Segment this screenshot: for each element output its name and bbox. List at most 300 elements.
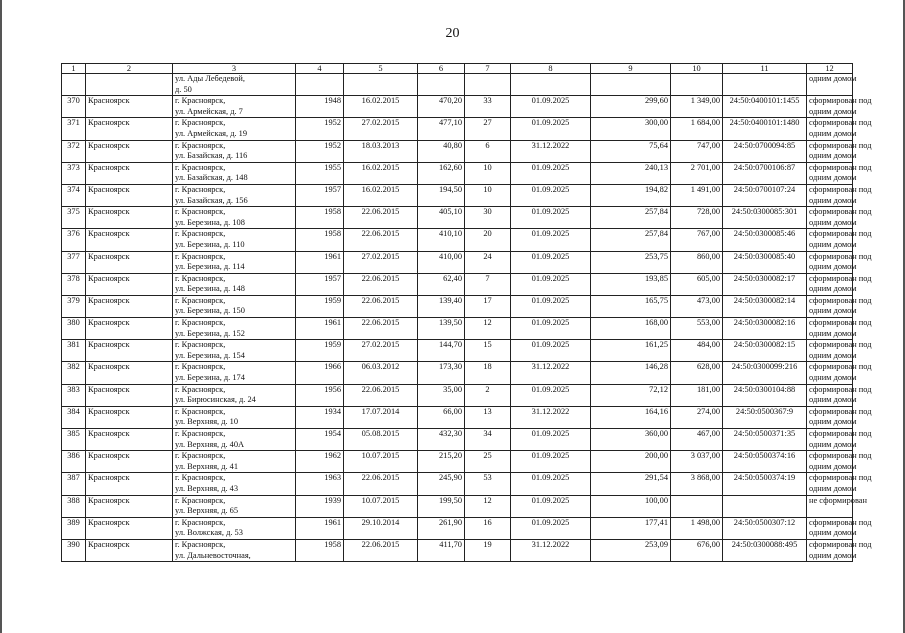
cell-text-line-1: Красноярск <box>88 340 130 350</box>
land-area-cell <box>671 451 723 473</box>
housing-register-table <box>61 63 872 562</box>
emergency-date-cell <box>344 384 418 406</box>
cell-text-line-1: Красноярск <box>88 406 130 416</box>
residents-count-cell <box>465 495 511 517</box>
cell-text-line-1: 747,00 <box>696 140 720 150</box>
cadastral-number-cell <box>723 273 807 295</box>
cell-text-line-2: одним домом <box>809 151 857 161</box>
land-status-cell <box>807 318 872 340</box>
resettlement-deadline-cell <box>511 429 591 451</box>
cell-text-line-1: 300,00 <box>644 118 668 128</box>
cell-text-line-1: 62,40 <box>443 273 462 283</box>
cell-text-line-1: 17 <box>483 295 492 305</box>
year-built-cell <box>296 495 344 517</box>
value-cell <box>591 229 671 251</box>
row-number-cell <box>62 74 86 96</box>
area-cell <box>418 539 465 561</box>
resettlement-deadline-cell <box>511 362 591 384</box>
emergency-date-cell <box>344 251 418 273</box>
locality-cell <box>86 384 173 406</box>
cell-text-line-1: 257,84 <box>644 229 668 239</box>
cell-text-line-1: сформирован под <box>809 362 872 372</box>
cell-text-line-1: 370 <box>67 96 80 106</box>
cell-text-line-1: 144,70 <box>438 340 462 350</box>
cell-text-line-1: г. Красноярск, <box>175 473 226 483</box>
cell-text-line-1: сформирован под <box>809 207 872 217</box>
cadastral-number-cell <box>723 473 807 495</box>
cell-text-line-1: 1 684,00 <box>690 118 720 128</box>
land-status-cell <box>807 140 872 162</box>
cell-text-line-1: 162,60 <box>438 162 462 172</box>
locality-cell <box>86 74 173 96</box>
table-row <box>62 74 853 96</box>
cell-text-line-1: 1963 <box>324 473 341 483</box>
cell-text-line-1: сформирован под <box>809 406 872 416</box>
land-area-cell <box>671 162 723 184</box>
area-cell <box>418 251 465 273</box>
table-row <box>62 473 853 495</box>
address-cell <box>173 473 296 495</box>
value-cell <box>591 539 671 561</box>
column-header: 3 <box>173 64 296 74</box>
cell-text-line-1: 382 <box>67 362 80 372</box>
cell-text-line-1: 2 701,00 <box>690 162 720 172</box>
cell-text-line-1: 1962 <box>324 451 341 461</box>
row-number-cell <box>62 118 86 140</box>
cell-text-line-1: 40,80 <box>443 140 462 150</box>
cell-text-line-2: одним домом <box>809 239 857 249</box>
cell-text-line-1: Красноярск <box>88 118 130 128</box>
resettlement-deadline-cell <box>511 451 591 473</box>
cell-text-line-1: 261,90 <box>438 517 462 527</box>
land-area-cell <box>671 184 723 206</box>
cell-text-line-1: 1934 <box>324 406 341 416</box>
residents-count-cell <box>465 273 511 295</box>
column-number-row <box>62 64 853 74</box>
column-header: 11 <box>723 64 807 74</box>
cell-text-line-1: 199,50 <box>438 495 462 505</box>
table-row <box>62 207 853 229</box>
value-cell <box>591 162 671 184</box>
cell-text-line-1: 31.12.2022 <box>531 140 570 150</box>
row-number-cell <box>62 229 86 251</box>
cell-text-line-2: одним домом <box>809 528 857 538</box>
cell-text-line-1: 1959 <box>324 340 341 350</box>
value-cell <box>591 362 671 384</box>
cell-text-line-1: 253,75 <box>644 251 668 261</box>
cell-text-line-1: 1955 <box>324 162 341 172</box>
cell-text-line-2: ул. Березина, д. 114 <box>175 262 245 272</box>
cell-text-line-1: одним домом <box>809 74 857 83</box>
cell-text-line-1: 3 037,00 <box>690 451 720 461</box>
cell-text-line-1: г. Красноярск, <box>175 273 226 283</box>
resettlement-deadline-cell <box>511 495 591 517</box>
value-cell <box>591 495 671 517</box>
land-status-cell <box>807 539 872 561</box>
land-status-cell <box>807 118 872 140</box>
cell-text-line-1: 22.06.2015 <box>361 318 400 328</box>
value-cell <box>591 451 671 473</box>
cell-text-line-1: 24:50:0300085:40 <box>733 251 796 261</box>
cell-text-line-1: 165,75 <box>644 295 668 305</box>
table-row <box>62 140 853 162</box>
cell-text-line-1: 24:50:0700107:24 <box>733 184 796 194</box>
residents-count-cell <box>465 96 511 118</box>
cell-text-line-1: 385 <box>67 429 80 438</box>
cell-text-line-1: сформирован под <box>809 162 872 172</box>
cell-text-line-1: Красноярск <box>88 96 130 106</box>
cell-text-line-1: 24:50:0300082:15 <box>733 340 796 350</box>
cell-text-line-1: 371 <box>67 118 80 128</box>
column-header: 2 <box>86 64 173 74</box>
residents-count-cell <box>465 118 511 140</box>
cell-text-line-2: ул. Березина, д. 148 <box>175 284 245 294</box>
cell-text-line-1: 33 <box>483 96 492 106</box>
cadastral-number-cell <box>723 451 807 473</box>
land-area-cell <box>671 295 723 317</box>
column-header: 8 <box>511 64 591 74</box>
table-row <box>62 229 853 251</box>
page-number: 20 <box>445 26 460 41</box>
address-cell <box>173 429 296 451</box>
cell-text-line-1: г. Красноярск, <box>175 451 226 461</box>
column-header: 6 <box>418 64 465 74</box>
cell-text-line-1: сформирован под <box>809 273 872 283</box>
residents-count-cell <box>465 429 511 451</box>
area-cell <box>418 295 465 317</box>
cell-text-line-2: ул. Волжская, д. 53 <box>175 528 243 538</box>
cell-text-line-1: сформирован под <box>809 451 872 461</box>
table-row <box>62 384 853 406</box>
cell-text-line-1: г. Красноярск, <box>175 539 226 549</box>
cell-text-line-1: 1 491,00 <box>690 184 720 194</box>
locality-cell <box>86 118 173 140</box>
value-cell <box>591 473 671 495</box>
resettlement-deadline-cell <box>511 273 591 295</box>
cell-text-line-1: 376 <box>67 229 80 239</box>
land-status-cell <box>807 384 872 406</box>
address-cell <box>173 539 296 561</box>
cell-text-line-1: 473,00 <box>696 295 720 305</box>
cell-text-line-1: 01.09.2025 <box>531 162 570 172</box>
cell-text-line-1: Красноярск <box>88 473 130 483</box>
resettlement-deadline-cell <box>511 539 591 561</box>
emergency-date-cell <box>344 207 418 229</box>
cell-text-line-1: 1958 <box>324 207 341 217</box>
cell-text-line-1: Красноярск <box>88 318 130 328</box>
area-cell <box>418 517 465 539</box>
cell-text-line-1: 10 <box>483 184 492 194</box>
cell-text-line-1: 215,20 <box>438 451 462 461</box>
column-header: 12 <box>807 64 853 74</box>
year-built-cell <box>296 118 344 140</box>
cadastral-number-cell <box>723 140 807 162</box>
cell-text-line-1: 27.02.2015 <box>361 118 400 128</box>
cell-text-line-1: Красноярск <box>88 495 130 505</box>
cell-text-line-1: 380 <box>67 318 80 328</box>
cadastral-number-cell <box>723 229 807 251</box>
locality-cell <box>86 318 173 340</box>
table-row <box>62 184 853 206</box>
resettlement-deadline-cell <box>511 140 591 162</box>
cell-text-line-1: г. Красноярск, <box>175 406 226 416</box>
cell-text-line-1: 378 <box>67 273 80 283</box>
year-built-cell <box>296 295 344 317</box>
locality-cell <box>86 495 173 517</box>
address-cell <box>173 74 296 96</box>
cell-text-line-1: 13 <box>483 406 492 416</box>
land-status-cell <box>807 495 867 517</box>
address-cell <box>173 140 296 162</box>
cell-text-line-1: г. Красноярск, <box>175 229 226 239</box>
table-row <box>62 362 853 384</box>
year-built-cell <box>296 384 344 406</box>
emergency-date-cell <box>344 229 418 251</box>
cell-text-line-1: 10.07.2015 <box>361 495 400 505</box>
cell-text-line-1: сформирован под <box>809 251 872 261</box>
emergency-date-cell <box>344 340 418 362</box>
value-cell <box>591 517 671 539</box>
cell-text-line-1: 18.03.2013 <box>361 140 400 150</box>
cell-text-line-1: Красноярск <box>88 162 130 172</box>
cell-text-line-1: 100,00 <box>644 495 668 505</box>
resettlement-deadline-cell <box>511 473 591 495</box>
table-row <box>62 429 853 451</box>
cell-text-line-1: Красноярск <box>88 384 130 394</box>
year-built-cell <box>296 362 344 384</box>
cell-text-line-1: 372 <box>67 140 80 150</box>
cell-text-line-1: Красноярск <box>88 517 130 527</box>
cadastral-number-cell <box>723 362 807 384</box>
row-number-cell <box>62 96 86 118</box>
cell-text-line-1: 24:50:0500374:16 <box>733 451 796 461</box>
locality-cell <box>86 473 173 495</box>
address-cell <box>173 162 296 184</box>
resettlement-deadline-cell <box>511 229 591 251</box>
address-cell <box>173 118 296 140</box>
area-cell <box>418 318 465 340</box>
land-area-cell <box>671 429 723 451</box>
cell-text-line-2: одним домом <box>809 439 857 449</box>
cell-text-line-1: 1966 <box>324 362 341 372</box>
cell-text-line-1: 181,00 <box>696 384 720 394</box>
year-built-cell <box>296 473 344 495</box>
cell-text-line-1: 767,00 <box>696 229 720 239</box>
cell-text-line-1: 1956 <box>324 384 341 394</box>
emergency-date-cell <box>344 118 418 140</box>
locality-cell <box>86 340 173 362</box>
cell-text-line-1: сформирован под <box>809 96 872 106</box>
cell-text-line-2: ул. Базайская, д. 116 <box>175 151 248 161</box>
cell-text-line-1: 01.09.2025 <box>531 517 570 527</box>
cell-text-line-1: 53 <box>483 473 492 483</box>
resettlement-deadline-cell <box>511 295 591 317</box>
value-cell <box>591 406 671 428</box>
area-cell <box>418 340 465 362</box>
cell-text-line-1: сформирован под <box>809 318 872 328</box>
cell-text-line-1: 139,50 <box>438 318 462 328</box>
cell-text-line-1: 01.09.2025 <box>531 118 570 128</box>
resettlement-deadline-cell <box>511 318 591 340</box>
cell-text-line-1: 01.09.2025 <box>531 229 570 239</box>
cadastral-number-cell <box>723 96 807 118</box>
cadastral-number-cell <box>723 162 807 184</box>
cell-text-line-1: 16.02.2015 <box>361 184 400 194</box>
cell-text-line-1: 24:50:0300104:88 <box>733 384 796 394</box>
cell-text-line-1: 193,85 <box>644 273 668 283</box>
cell-text-line-1: сформирован под <box>809 118 872 128</box>
area-cell <box>418 384 465 406</box>
cell-text-line-1: 253,09 <box>644 539 668 549</box>
cell-text-line-1: сформирован под <box>809 539 872 549</box>
table-row <box>62 273 853 295</box>
year-built-cell <box>296 273 344 295</box>
value-cell <box>591 74 671 96</box>
value-cell <box>591 318 671 340</box>
cell-text-line-1: 01.09.2025 <box>531 473 570 483</box>
residents-count-cell <box>465 539 511 561</box>
cell-text-line-1: 24:50:0300099:216 <box>731 362 798 372</box>
year-built-cell <box>296 451 344 473</box>
cell-text-line-1: Красноярск <box>88 229 130 239</box>
cell-text-line-1: сформирован под <box>809 517 872 527</box>
year-built-cell <box>296 140 344 162</box>
cell-text-line-1: 01.09.2025 <box>531 318 570 328</box>
emergency-date-cell <box>344 140 418 162</box>
cell-text-line-1: 388 <box>67 495 80 505</box>
cell-text-line-2: одним домом <box>809 350 857 360</box>
locality-cell <box>86 451 173 473</box>
emergency-date-cell <box>344 495 418 517</box>
table-row <box>62 295 853 317</box>
resettlement-deadline-cell <box>511 207 591 229</box>
cell-text-line-1: г. Красноярск, <box>175 495 226 505</box>
land-area-cell <box>671 118 723 140</box>
area-cell <box>418 451 465 473</box>
land-area-cell <box>671 273 723 295</box>
cell-text-line-1: 24 <box>483 251 492 261</box>
locality-cell <box>86 184 173 206</box>
cell-text-line-2: одним домом <box>809 306 857 316</box>
residents-count-cell <box>465 140 511 162</box>
cell-text-line-2: д. 50 <box>175 84 192 94</box>
cell-text-line-1: 383 <box>67 384 80 394</box>
cell-text-line-1: 24:50:0500374:19 <box>733 473 796 483</box>
cell-text-line-2: ул. Базайская, д. 148 <box>175 173 248 183</box>
area-cell <box>418 495 465 517</box>
locality-cell <box>86 140 173 162</box>
cell-text-line-2: одним домом <box>809 217 857 227</box>
cadastral-number-cell <box>723 207 807 229</box>
cell-text-line-1: 477,10 <box>438 118 462 128</box>
cell-text-line-1: 01.09.2025 <box>531 207 570 217</box>
row-number-cell <box>62 539 86 561</box>
cell-text-line-1: 19 <box>483 539 492 549</box>
cell-text-line-1: 379 <box>67 295 80 305</box>
cell-text-line-2: ул. Березина, д. 150 <box>175 306 245 316</box>
land-area-cell <box>671 539 723 561</box>
land-status-cell <box>807 251 872 273</box>
scan-edge-left <box>0 0 2 633</box>
address-cell <box>173 96 296 118</box>
cell-text-line-1: 553,00 <box>696 318 720 328</box>
land-status-cell <box>807 184 872 206</box>
cell-text-line-1: 2 <box>485 384 490 394</box>
year-built-cell <box>296 162 344 184</box>
land-status-cell <box>807 362 872 384</box>
cell-text-line-1: 01.09.2025 <box>531 451 570 461</box>
cell-text-line-1: 01.09.2025 <box>531 340 570 350</box>
cell-text-line-1: 373 <box>67 162 80 172</box>
cell-text-line-1: 274,00 <box>696 406 720 416</box>
cell-text-line-2: одним домом <box>809 128 857 138</box>
column-header: 1 <box>62 64 86 74</box>
cell-text-line-1: Красноярск <box>88 362 130 372</box>
residents-count-cell <box>465 384 511 406</box>
cell-text-line-2: одним домом <box>809 373 857 383</box>
value-cell <box>591 184 671 206</box>
cell-text-line-2: одним домом <box>809 106 857 116</box>
cell-text-line-1: 387 <box>67 473 80 483</box>
cell-text-line-1: 1 498,00 <box>690 517 720 527</box>
value-cell <box>591 384 671 406</box>
cell-text-line-1: 168,00 <box>644 318 668 328</box>
address-cell <box>173 384 296 406</box>
cell-text-line-2: ул. Дальневосточная, <box>175 550 251 560</box>
address-cell <box>173 406 296 428</box>
row-number-cell <box>62 517 86 539</box>
column-header: 5 <box>344 64 418 74</box>
cell-text-line-1: 16.02.2015 <box>361 162 400 172</box>
cell-text-line-2: ул. Березина, д. 152 <box>175 328 245 338</box>
cell-text-line-1: сформирован под <box>809 295 872 305</box>
cell-text-line-2: одним домом <box>809 195 857 205</box>
emergency-date-cell <box>344 184 418 206</box>
cell-text-line-1: 432,30 <box>438 429 462 438</box>
cell-text-line-1: 24:50:0700094:85 <box>733 140 796 150</box>
emergency-date-cell <box>344 162 418 184</box>
cell-text-line-1: 72,12 <box>649 384 668 394</box>
cell-text-line-1: 360,00 <box>644 429 668 438</box>
land-area-cell <box>671 517 723 539</box>
cadastral-number-cell <box>723 495 807 517</box>
residents-count-cell <box>465 451 511 473</box>
cell-text-line-1: 20 <box>483 229 492 239</box>
cell-text-line-1: 860,00 <box>696 251 720 261</box>
cell-text-line-1: 66,00 <box>443 406 462 416</box>
cell-text-line-1: 22.06.2015 <box>361 539 400 549</box>
emergency-date-cell <box>344 473 418 495</box>
land-area-cell <box>671 229 723 251</box>
cell-text-line-1: г. Красноярск, <box>175 184 226 194</box>
cell-text-line-1: Красноярск <box>88 273 130 283</box>
cell-text-line-1: 01.09.2025 <box>531 384 570 394</box>
resettlement-deadline-cell <box>511 406 591 428</box>
cell-text-line-1: 177,41 <box>644 517 668 527</box>
year-built-cell <box>296 517 344 539</box>
cell-text-line-1: 1958 <box>324 229 341 239</box>
cell-text-line-1: 27.02.2015 <box>361 251 400 261</box>
residents-count-cell <box>465 517 511 539</box>
cell-text-line-1: г. Красноярск, <box>175 162 226 172</box>
emergency-date-cell <box>344 362 418 384</box>
cell-text-line-1: 146,28 <box>644 362 668 372</box>
row-number-cell <box>62 162 86 184</box>
area-cell <box>418 184 465 206</box>
land-area-cell <box>671 251 723 273</box>
table-row <box>62 517 853 539</box>
cell-text-line-1: 257,84 <box>644 207 668 217</box>
